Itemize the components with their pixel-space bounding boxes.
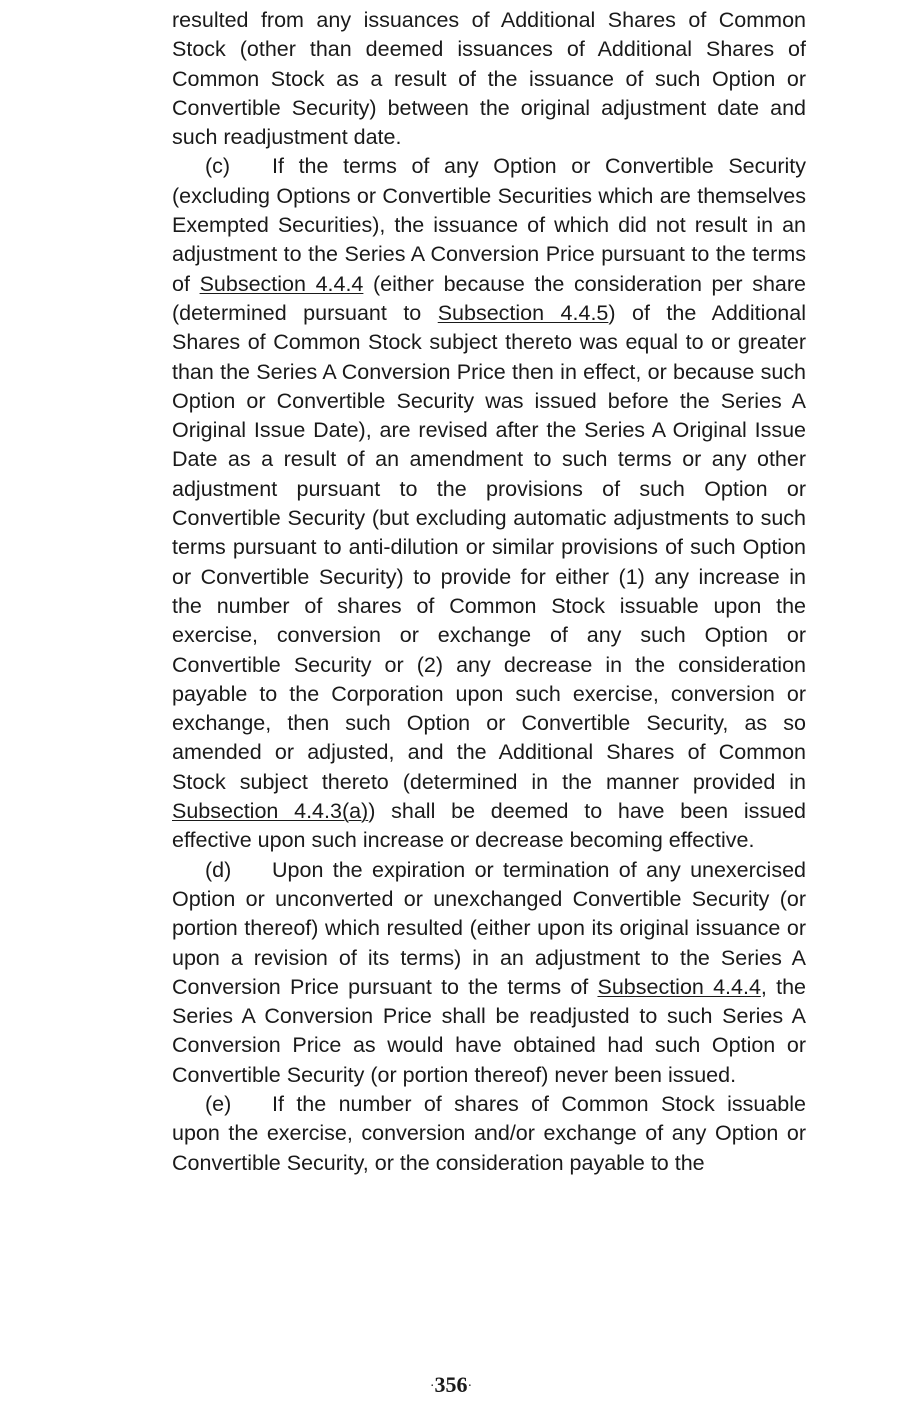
- document-body: [172, 6, 806, 1178]
- paragraph-label: (c): [205, 154, 231, 179]
- paragraph-d: (d) Upon the expiration or termination of any unexercised Option or unconverted or unexchanged Convertible Security (or portion thereof) which resulted (either upon its original issuance or upon a revision of its terms) in an adjustment to the Series A Conversion Price pursuant to the terms of Subsection 4.4.4, the Series A Conversion Price shall be readjusted to such Series A Conversion Price as would have obtained had such Option or Convertible Security (or portion thereof) never been issued.: [172, 857, 806, 1087]
- paragraph-e: (e) If the number of shares of Common Stock issuable upon the exercise, conversion and/or exchange of any Option or Convertible Security, or the consideration payable to the: [172, 1091, 806, 1175]
- paragraph-c: (c) If the terms of any Option or Convertible Security (excluding Options or Convertible Securities which are themselves Exempted Securities), the issuance of which did not result in an adjustment to the Series A Conversion Price pursuant to the terms of Subsection 4.4.4 (either because the consideration per share (determined pursuant to Subsection 4.4.5) of the Additional Shares of Common Stock subject thereto was equal to or greater than the Series A Conversion Price then in effect, or because such Option or Convertible Security was issued before the Series A Original Issue Date), are revised after the Series A Original Issue Date as a result of an amendment to such terms or any other adjustment pursuant to the provisions of such Option or Convertible Security (but excluding automatic adjustments to such terms pursuant to anti-dilution or similar provisions of such Option or Convertible Security) to provide for either (1) any increase in the number of shares of Common Stock issuable upon the exercise, conversion or exchange of any such Option or Convertible Security or (2) any decrease in the consideration payable to the Corporation upon such exercise, conversion or exchange, then such Option or Convertible Security, as so amended or adjusted, and the Additional Shares of Common Stock subject thereto (determined in the manner provided in Subsection 4.4.3(a)) shall be deemed to have been issued effective upon such increase or decrease becoming effective.: [172, 154, 807, 853]
- page-number-dot: ·: [467, 1378, 473, 1394]
- subsection-reference: Subsection 4.4.4: [199, 271, 364, 296]
- paragraph-continuation: resulted from any issuances of Additional Shares of Common Stock (other than deemed issuances of Additional Shares of Common Stock as a result of the issuance of such Option or Convertible Security) between the original adjustment date and such readjustment date.: [172, 8, 806, 150]
- paragraph-label: (d): [205, 857, 232, 882]
- page-number-dot: ·: [429, 1378, 435, 1394]
- subsection-reference: Subsection 4.4.5: [437, 300, 609, 325]
- paragraph-label: (e): [205, 1091, 232, 1116]
- subsection-reference: Subsection 4.4.4: [597, 974, 761, 999]
- subsection-reference: Subsection 4.4.3(a): [172, 799, 369, 824]
- page-number: ·356·: [429, 1372, 473, 1397]
